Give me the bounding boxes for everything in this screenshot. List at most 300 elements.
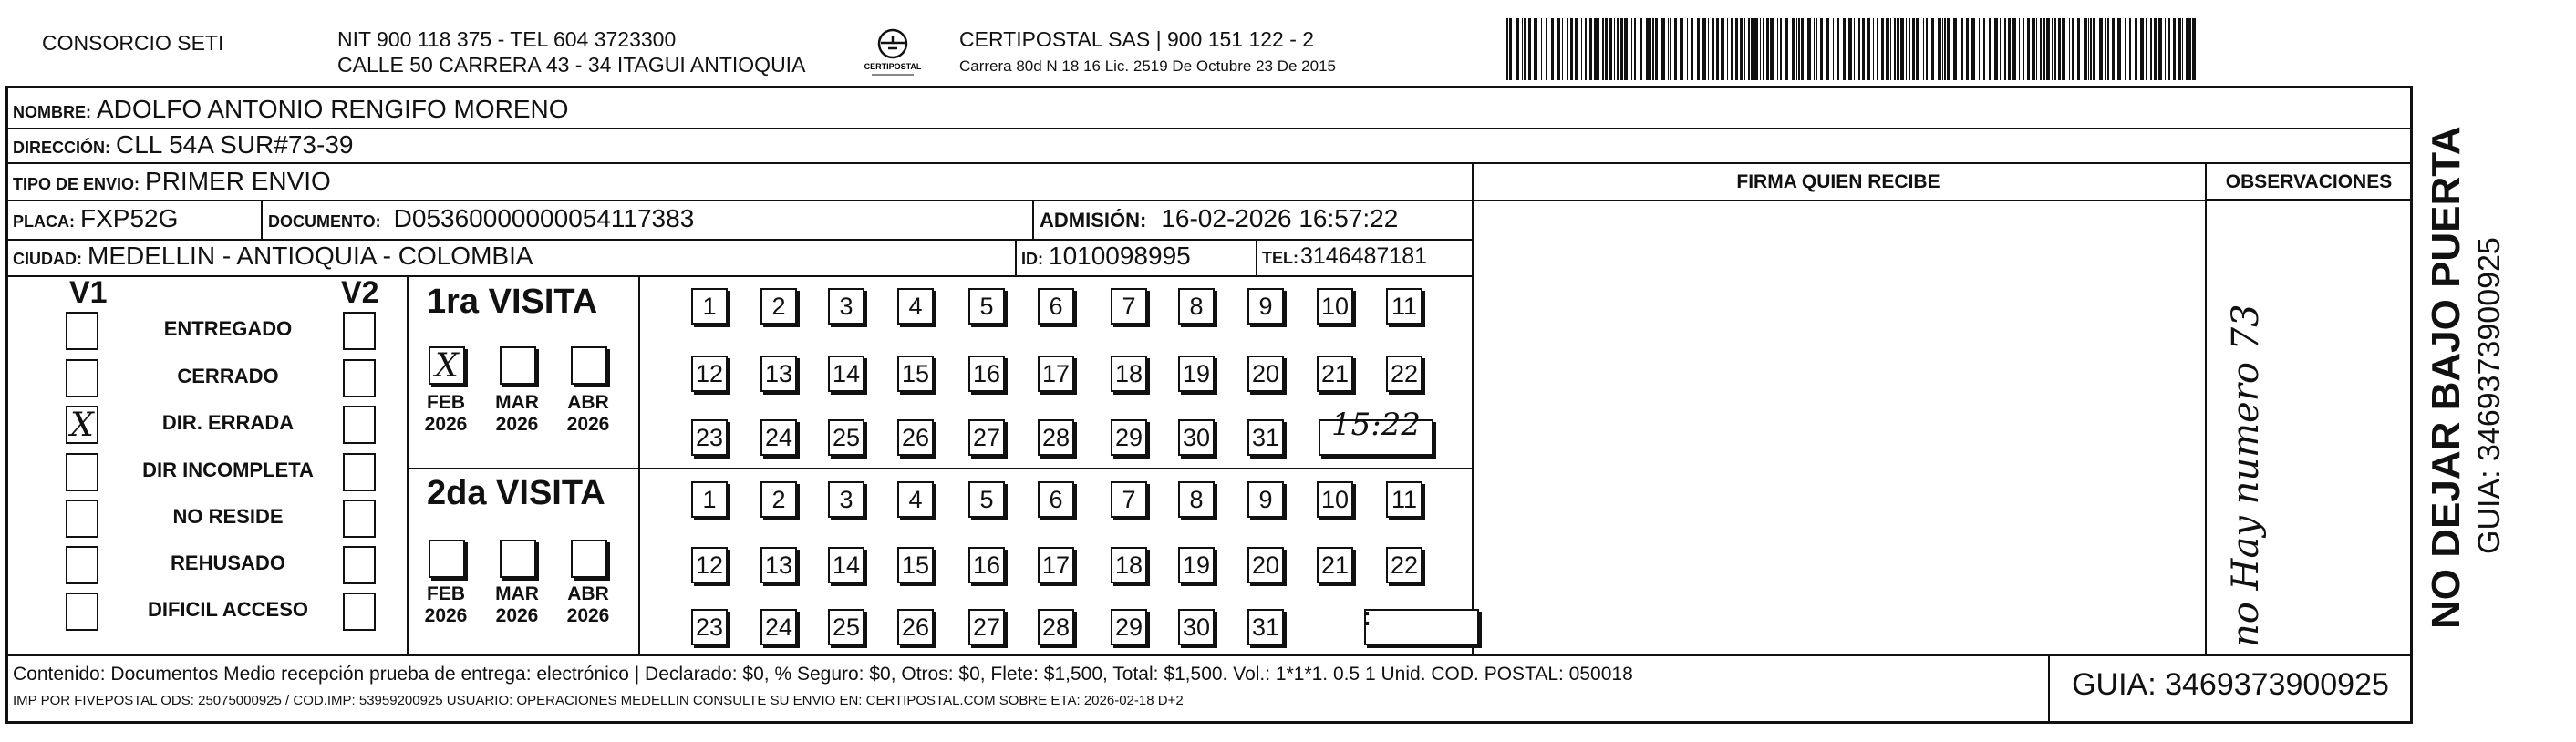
month-check-mark: X <box>435 347 459 385</box>
status-option-label: REHUSADO <box>171 551 285 574</box>
address-line: CALLE 50 CARRERA 43 - 34 ITAGUI ANTIOQUIA <box>337 53 806 77</box>
barcode-bar <box>1877 18 1878 80</box>
address-row <box>13 130 353 160</box>
barcode-bar <box>1760 18 1761 80</box>
barcode-bar <box>2140 18 2144 80</box>
second-visit-day[interactable]: 13 <box>760 547 797 583</box>
barcode-bar <box>1575 18 1578 80</box>
barcode-bar <box>1858 18 1860 80</box>
first-visit-day[interactable]: 13 <box>760 356 797 392</box>
barcode-bar <box>1712 18 1714 80</box>
id-row <box>1021 242 1191 271</box>
second-visit-day[interactable]: 16 <box>968 547 1005 583</box>
barcode-bar <box>2072 18 2074 80</box>
barcode-bar <box>1754 18 1758 80</box>
barcode-bar <box>1557 18 1560 80</box>
first-visit-day[interactable]: 17 <box>1038 356 1074 392</box>
v2-header: V2 <box>341 275 379 310</box>
barcode-bar <box>1567 18 1568 80</box>
admision-row <box>1040 204 1398 233</box>
second-visit-day[interactable]: 17 <box>1038 547 1074 583</box>
first-visit-day[interactable]: 20 <box>1247 356 1284 392</box>
barcode-bar <box>1770 18 1774 80</box>
first-visit-day[interactable]: 23 <box>691 419 728 456</box>
ciudad-label: CIUDAD: <box>13 250 82 268</box>
barcode-bar <box>2107 18 2109 80</box>
barcode-bar <box>2058 18 2061 80</box>
barcode-bar <box>1640 18 1642 80</box>
barcode-bar <box>2000 18 2001 80</box>
barcode-bar <box>2036 18 2037 80</box>
first-visit-day[interactable]: 1 <box>691 288 728 325</box>
month-label <box>565 583 611 627</box>
v2-status-checkbox[interactable] <box>343 453 376 491</box>
barcode-bar <box>2150 18 2152 80</box>
second-visit-day[interactable]: 11 <box>1386 481 1422 518</box>
first-visit-day[interactable]: 14 <box>828 356 864 392</box>
month-label <box>423 583 469 627</box>
barcode-bar <box>2040 18 2042 80</box>
barcode-bar <box>2146 18 2147 80</box>
barcode-bar <box>2188 18 2191 80</box>
barcode-bar <box>1780 18 1782 80</box>
barcode-bar <box>1881 18 1884 80</box>
v1-header: V1 <box>69 275 108 310</box>
first-visit-day[interactable]: 16 <box>968 356 1005 392</box>
barcode-bar <box>2069 18 2070 80</box>
barcode-bar <box>1979 18 1980 80</box>
second-visit-day[interactable]: 18 <box>1111 547 1147 583</box>
barcode-bar <box>1961 18 1963 80</box>
month-checkbox[interactable] <box>571 540 607 578</box>
nombre-label: NOMBRE: <box>13 103 91 121</box>
barcode-bar <box>1598 18 1599 80</box>
first-visit-title: 1ra VISITA <box>427 283 598 321</box>
month-name: MAR <box>495 583 539 604</box>
barcode-bar <box>1581 18 1582 80</box>
barcode-bar <box>1551 18 1554 80</box>
logo-text: CERTIPOSTAL <box>864 62 922 71</box>
first-visit-day[interactable]: 25 <box>828 419 864 456</box>
second-visit-time: : <box>1362 602 1371 632</box>
barcode <box>1503 18 2205 80</box>
status-option-label: DIR. ERRADA <box>161 411 295 434</box>
contenido-line: Contenido: Documentos Medio recepción prueba de entrega: electrónico | Declarado: $0, % Seguro: $0, Otros: $0, Flete: $1,500, Total: $1,500. Vol.: 1*1*1. 0.5 1 Unid. COD. POSTAL: 050018 <box>13 664 1633 685</box>
barcode-bar <box>1944 18 1946 80</box>
v2-status-checkbox[interactable] <box>343 359 376 397</box>
documento-row <box>268 204 694 233</box>
barcode-bar <box>2165 18 2166 80</box>
second-visit-day[interactable]: 10 <box>1317 481 1353 518</box>
barcode-bar <box>1589 18 1592 80</box>
barcode-bar <box>1931 18 1934 80</box>
barcode-bar <box>1971 18 1975 80</box>
ciudad-value: MEDELLIN - ANTIOQUIA - COLOMBIA <box>88 242 533 270</box>
second-visit-time-box[interactable] <box>1364 609 1479 645</box>
barcode-bar <box>1594 18 1598 80</box>
first-visit-day[interactable]: 26 <box>897 419 934 456</box>
barcode-bar <box>1796 18 1797 80</box>
status-option-label: NO RESIDE <box>172 505 284 528</box>
first-visit-day[interactable]: 6 <box>1038 288 1074 325</box>
first-visit-day[interactable]: 30 <box>1178 419 1215 456</box>
second-visit-day[interactable]: 15 <box>897 547 934 583</box>
barcode-bar <box>1661 18 1665 80</box>
barcode-bar <box>2032 18 2035 80</box>
month-name: MAR <box>495 392 539 413</box>
barcode-bar <box>1798 18 1800 80</box>
barcode-bar <box>1897 18 1899 80</box>
barcode-bar <box>1506 18 1508 80</box>
barcode-bar <box>2090 18 2092 80</box>
second-visit-day[interactable]: 23 <box>691 609 728 645</box>
barcode-bar <box>2105 18 2106 80</box>
month-checkbox[interactable] <box>429 540 465 578</box>
barcode-bar <box>1562 18 1563 80</box>
admision-value: 16-02-2026 16:57:22 <box>1161 204 1399 232</box>
barcode-bar <box>2027 18 2030 80</box>
barcode-bar <box>2168 18 2170 80</box>
barcode-bar <box>1534 18 1537 80</box>
first-visit-day[interactable]: 18 <box>1111 356 1147 392</box>
first-visit-time: 15:22 <box>1331 407 1421 443</box>
barcode-bar <box>1766 18 1769 80</box>
status-option-label: DIFICIL ACCESO <box>147 598 308 621</box>
month-year: 2026 <box>495 605 539 626</box>
barcode-bar <box>1837 18 1839 80</box>
barcode-bar <box>1816 18 1817 80</box>
barcode-bar <box>1516 18 1519 80</box>
second-visit-day[interactable]: 6 <box>1038 481 1074 518</box>
second-visit-day[interactable]: 1 <box>691 481 728 518</box>
barcode-bar <box>2154 18 2157 80</box>
barcode-bar <box>1602 18 1604 80</box>
barcode-bar <box>1740 18 1743 80</box>
barcode-bar <box>1916 18 1919 80</box>
barcode-bar <box>1751 18 1754 80</box>
company-name: CONSORCIO SETI <box>42 31 224 55</box>
barcode-bar <box>1631 18 1632 80</box>
imp-line: IMP POR FIVEPOSTAL ODS: 25075000925 / COD.IMP: 53959200925 USUARIO: OPERACIONES MEDELLIN CONSULTE SU ENVIO EN: CERTIPOSTAL.COM SOBRE ETA: 2026-02-18 D+2 <box>13 693 1184 708</box>
barcode-bar <box>1528 18 1531 80</box>
second-visit-day[interactable]: 26 <box>897 609 934 645</box>
barcode-bar <box>2112 18 2115 80</box>
barcode-bar <box>1731 18 1733 80</box>
barcode-bar <box>2099 18 2103 80</box>
placa-label: PLACA: <box>13 212 75 231</box>
first-visit-day[interactable]: 11 <box>1386 288 1422 325</box>
shipping-type: PRIMER ENVIO <box>145 167 331 195</box>
barcode-bar <box>1609 18 1612 80</box>
admision-label: ADMISIÓN: <box>1040 209 1147 232</box>
month-label <box>494 583 540 627</box>
second-visit-day[interactable]: 14 <box>828 547 864 583</box>
barcode-bar <box>1886 18 1889 80</box>
documento-label: DOCUMENTO: <box>268 212 381 231</box>
barcode-bar <box>2173 18 2176 80</box>
second-visit-day[interactable]: 9 <box>1247 481 1284 518</box>
barcode-bar <box>1873 18 1874 80</box>
barcode-bar <box>1687 18 1688 80</box>
barcode-bar <box>1848 18 1852 80</box>
barcode-bar <box>1826 18 1829 80</box>
barcode-bar <box>1624 18 1628 80</box>
barcode-bar <box>1763 18 1764 80</box>
tel-value: 3146487181 <box>1300 243 1428 269</box>
barcode-bar <box>1801 18 1804 80</box>
barcode-bar <box>1947 18 1950 80</box>
first-visit-day[interactable]: 10 <box>1317 288 1353 325</box>
second-visit-day[interactable]: 12 <box>691 547 728 583</box>
second-visit-day[interactable]: 25 <box>828 609 864 645</box>
barcode-bar <box>1785 18 1788 80</box>
month-year: 2026 <box>566 605 610 626</box>
tel-row <box>1262 243 1427 270</box>
second-visit-day[interactable]: 19 <box>1178 547 1215 583</box>
first-visit-day[interactable]: 31 <box>1247 419 1284 456</box>
barcode-bar <box>1650 18 1651 80</box>
second-visit-day[interactable]: 8 <box>1178 481 1215 518</box>
barcode-bar <box>1744 18 1745 80</box>
barcode-bar <box>1966 18 1969 80</box>
month-name: FEB <box>427 583 465 604</box>
first-visit-day[interactable]: 21 <box>1317 356 1353 392</box>
placa-row <box>13 204 178 233</box>
second-visit-day[interactable]: 27 <box>968 609 1005 645</box>
first-visit-day[interactable]: 5 <box>968 288 1005 325</box>
barcode-bar <box>1691 18 1693 80</box>
barcode-bar <box>1843 18 1846 80</box>
status-option-label: CERRADO <box>177 365 279 387</box>
first-visit-day[interactable]: 3 <box>828 288 864 325</box>
barcode-bar <box>1522 18 1523 80</box>
barcode-bar <box>1938 18 1941 80</box>
barcode-bar <box>1792 18 1795 80</box>
tipo-label: TIPO DE ENVIO: <box>13 175 140 193</box>
direccion-label: DIRECCIÓN: <box>13 139 110 157</box>
barcode-bar <box>2093 18 2095 80</box>
barcode-bar <box>2046 18 2050 80</box>
recipient-name: ADOLFO ANTONIO RENGIFO MORENO <box>97 95 569 123</box>
firma-header: FIRMA QUIEN RECIBE <box>1736 171 1940 192</box>
month-year: 2026 <box>495 414 539 435</box>
barcode-bar <box>1807 18 1811 80</box>
v2-status-checkbox[interactable] <box>343 312 376 350</box>
barcode-bar <box>1727 18 1728 80</box>
v2-status-checkbox[interactable] <box>343 406 376 444</box>
barcode-bar <box>1923 18 1924 80</box>
id-value: 1010098995 <box>1049 242 1191 270</box>
guia-footer: GUIA: 3469373900925 <box>2072 667 2389 702</box>
status-option-label: ENTREGADO <box>163 317 293 340</box>
barcode-bar <box>1546 18 1547 80</box>
barcode-bar <box>2077 18 2080 80</box>
recipient-address: CLL 54A SUR#73-39 <box>116 130 354 159</box>
second-visit-day[interactable]: 5 <box>968 481 1005 518</box>
barcode-bar <box>1942 18 1943 80</box>
observation-note: no Hay numero 73 <box>2225 304 2267 647</box>
barcode-bar <box>1721 18 1724 80</box>
barcode-bar <box>1668 18 1669 80</box>
month-year: 2026 <box>424 605 468 626</box>
barcode-bar <box>2004 18 2006 80</box>
second-visit-day[interactable]: 30 <box>1178 609 1215 645</box>
license-line: Carrera 80d N 18 16 Lic. 2519 De Octubre 23 De 2015 <box>959 57 1336 75</box>
barcode-bar <box>1820 18 1823 80</box>
barcode-bar <box>1912 18 1915 80</box>
barcode-bar <box>1670 18 1671 80</box>
barcode-bar <box>2054 18 2056 80</box>
barcode-bar <box>2023 18 2024 80</box>
barcode-bar <box>2008 18 2011 80</box>
barcode-bar <box>1900 18 1904 80</box>
barcode-bar <box>1867 18 1870 80</box>
nit-line: NIT 900 118 375 - TEL 604 3723300 <box>337 27 677 51</box>
shipping-type-row <box>13 167 331 196</box>
month-year: 2026 <box>566 414 610 435</box>
barcode-bar <box>1833 18 1834 80</box>
first-visit-day[interactable]: 28 <box>1038 419 1074 456</box>
barcode-bar <box>2117 18 2121 80</box>
barcode-bar <box>1697 18 1700 80</box>
month-label <box>494 392 540 436</box>
certipostal-logo <box>861 27 925 80</box>
second-visit-day[interactable]: 3 <box>828 481 864 518</box>
barcode-bar <box>1702 18 1706 80</box>
barcode-bar <box>2062 18 2065 80</box>
month-name: FEB <box>427 392 465 413</box>
first-visit-day[interactable]: 24 <box>760 419 797 456</box>
month-name: ABR <box>567 583 609 604</box>
first-visit-day[interactable]: 27 <box>968 419 1005 456</box>
barcode-bar <box>1814 18 1815 80</box>
barcode-bar <box>1652 18 1654 80</box>
barcode-bar <box>1585 18 1587 80</box>
barcode-bar <box>1541 18 1542 80</box>
v2-status-checkbox[interactable] <box>343 546 376 584</box>
first-visit-day[interactable]: 4 <box>897 288 934 325</box>
barcode-bar <box>2178 18 2181 80</box>
documento-value: D05360000000054117383 <box>393 204 695 232</box>
certipostal-line: CERTIPOSTAL SAS | 900 151 122 - 2 <box>959 27 1315 51</box>
barcode-bar <box>2129 18 2131 80</box>
barcode-bar <box>2182 18 2183 80</box>
barcode-bar <box>1570 18 1573 80</box>
first-visit-day[interactable]: 9 <box>1247 288 1284 325</box>
side-guia: GUIA: 3469373900925 <box>2472 237 2507 554</box>
barcode-bar <box>1994 18 1998 80</box>
barcode-bar <box>1620 18 1623 80</box>
barcode-bar <box>1509 18 1512 80</box>
second-visit-day[interactable]: 20 <box>1247 547 1284 583</box>
barcode-bar <box>1614 18 1615 80</box>
first-visit-day[interactable]: 19 <box>1178 356 1215 392</box>
second-visit-day[interactable]: 2 <box>760 481 797 518</box>
barcode-bar <box>1634 18 1636 80</box>
second-visit-day[interactable]: 28 <box>1038 609 1074 645</box>
barcode-bar <box>1680 18 1683 80</box>
first-visit-day[interactable]: 7 <box>1111 288 1147 325</box>
first-visit-day[interactable]: 2 <box>760 288 797 325</box>
v2-status-checkbox[interactable] <box>343 500 376 538</box>
month-year: 2026 <box>424 414 468 435</box>
month-checkbox[interactable] <box>500 540 536 578</box>
barcode-bar <box>1716 18 1719 80</box>
second-visit-day[interactable]: 22 <box>1386 547 1422 583</box>
barcode-bar <box>1617 18 1619 80</box>
barcode-bar <box>1862 18 1865 80</box>
barcode-bar <box>1989 18 1991 80</box>
second-visit-day[interactable]: 31 <box>1247 609 1284 645</box>
id-label: ID: <box>1021 250 1043 268</box>
second-visit-title: 2da VISITA <box>427 474 605 512</box>
first-visit-day[interactable]: 22 <box>1386 356 1422 392</box>
second-visit-day[interactable]: 21 <box>1317 547 1353 583</box>
month-checkbox[interactable] <box>429 346 465 385</box>
barcode-bar <box>1748 18 1750 80</box>
v1-check-mark: X <box>70 407 94 444</box>
ciudad-row <box>13 242 533 271</box>
month-checkbox[interactable] <box>571 346 607 385</box>
first-visit-day[interactable]: 8 <box>1178 288 1215 325</box>
barcode-bar <box>1906 18 1907 80</box>
second-visit-day[interactable]: 29 <box>1111 609 1147 645</box>
month-label <box>565 392 611 436</box>
v2-status-checkbox[interactable] <box>343 593 376 631</box>
barcode-bar <box>1777 18 1778 80</box>
barcode-bar <box>1854 18 1855 80</box>
barcode-bar <box>1926 18 1928 80</box>
barcode-bar <box>1524 18 1526 80</box>
barcode-bar <box>2186 18 2188 80</box>
barcode-bar <box>1655 18 1658 80</box>
no-dejar-warning: NO DEJAR BAJO PUERTA <box>2424 126 2468 629</box>
barcode-bar <box>2158 18 2162 80</box>
barcode-bar <box>2052 18 2053 80</box>
barcode-bar <box>2125 18 2126 80</box>
first-visit-day[interactable]: 15 <box>897 356 934 392</box>
month-checkbox[interactable] <box>500 346 536 385</box>
barcode-bar <box>2192 18 2196 80</box>
second-visit-day[interactable]: 4 <box>897 481 934 518</box>
barcode-bar <box>1735 18 1738 80</box>
barcode-bar <box>2043 18 2045 80</box>
tel-label: TEL: <box>1262 249 1298 267</box>
placa-value: FXP52G <box>80 204 179 232</box>
month-name: ABR <box>567 392 609 413</box>
barcode-bar <box>1894 18 1896 80</box>
status-option-label: DIR INCOMPLETA <box>142 459 314 481</box>
barcode-bar <box>1674 18 1677 80</box>
barcode-bar <box>1983 18 1985 80</box>
barcode-bar <box>2135 18 2137 80</box>
recipient-name-row <box>13 95 569 124</box>
second-visit-day[interactable]: 7 <box>1111 481 1147 518</box>
barcode-bar <box>2088 18 2089 80</box>
second-visit-day[interactable]: 24 <box>760 609 797 645</box>
barcode-bar <box>1909 18 1910 80</box>
barcode-bar <box>1953 18 1957 80</box>
observaciones-header: OBSERVACIONES <box>2225 171 2393 192</box>
barcode-bar <box>1708 18 1709 80</box>
first-visit-day[interactable]: 29 <box>1111 419 1147 456</box>
first-visit-day[interactable]: 12 <box>691 356 728 392</box>
barcode-bar <box>2084 18 2087 80</box>
barcode-bar <box>1646 18 1650 80</box>
month-label <box>423 392 469 436</box>
barcode-bar <box>1890 18 1891 80</box>
barcode-bar <box>2019 18 2020 80</box>
